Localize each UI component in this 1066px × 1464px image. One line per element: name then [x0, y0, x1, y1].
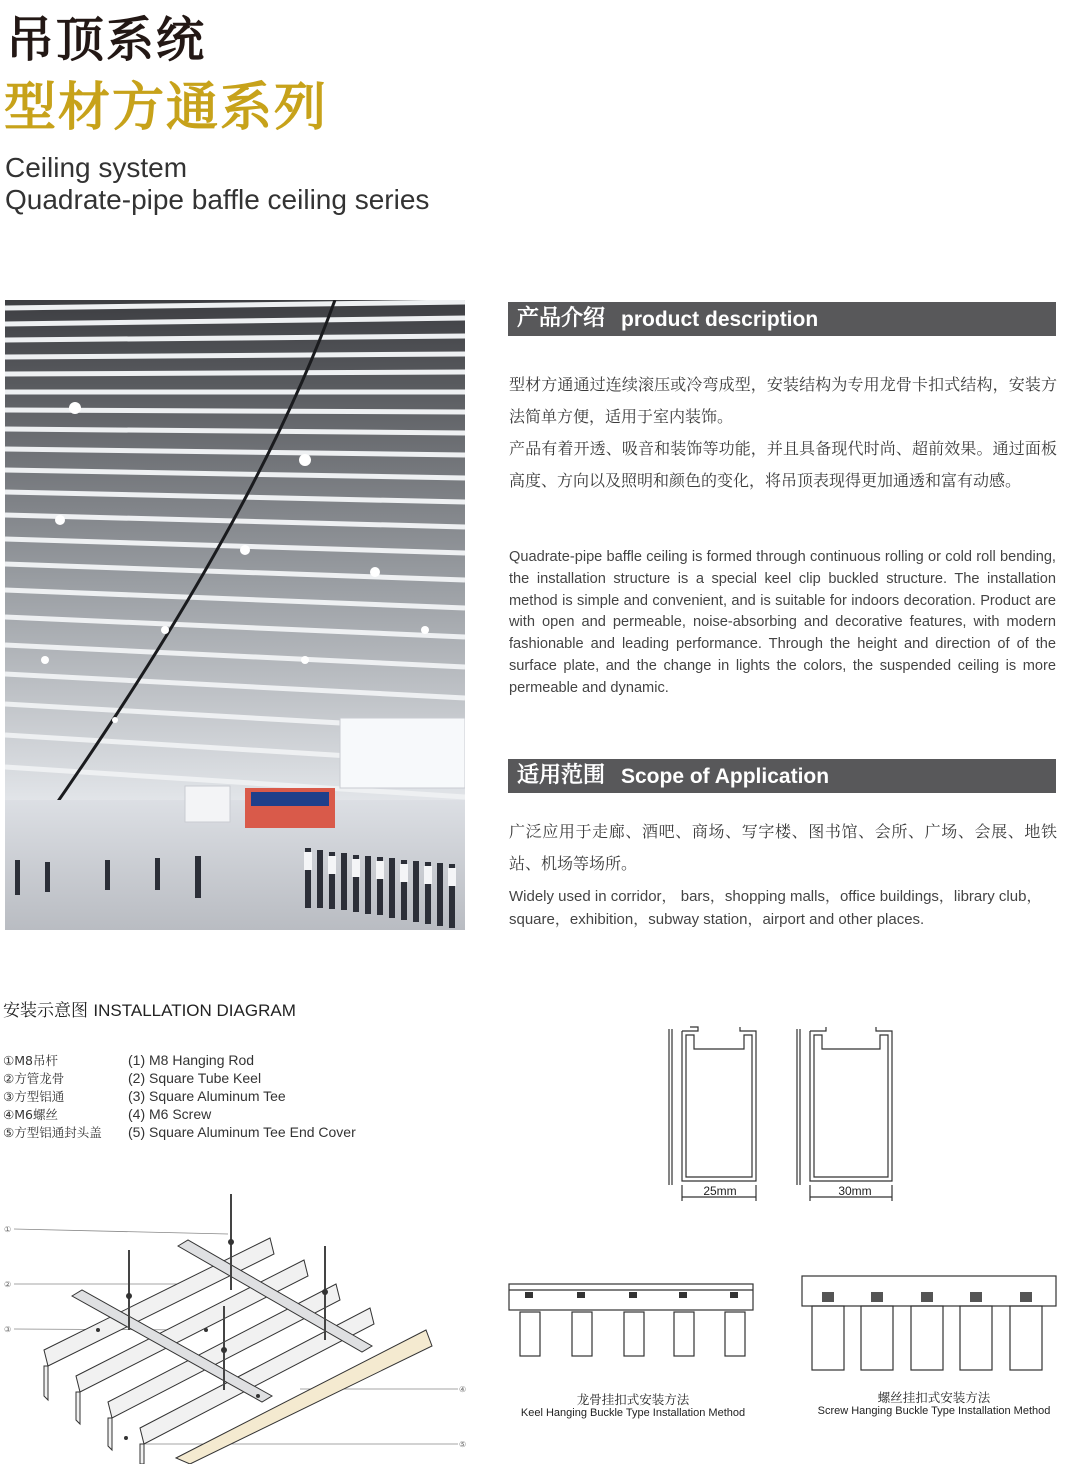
callout-2: ② — [4, 1280, 12, 1289]
parts-list-cn — [3, 1052, 102, 1142]
scope-paragraph-en: Widely used in corridor， bars，shopping malls，office buildings，library club，square，exhibition，subway station，airport and other places. — [509, 888, 1042, 928]
scope-heading-en: Scope of Application — [621, 765, 830, 788]
part-en: (5) Square Aluminum Tee End Cover — [128, 1124, 356, 1140]
product-description-cn-2: 产品有着开透、吸音和装饰等功能，并且具备现代时尚、超前效果。通过面板高度、方向以及照明和颜色的变化，将吊顶表现得更加通透和富有动感。 — [509, 439, 1057, 490]
width-label-30: 30mm — [838, 1184, 872, 1198]
parts-list-en — [128, 1051, 356, 1141]
title-cn-line1: 吊顶系统 — [6, 12, 207, 68]
screw-hanging-drawing — [798, 1274, 1060, 1374]
scope-heading-cn: 适用范围 — [517, 763, 606, 788]
title-cn-line2: 型材方通系列 — [4, 77, 329, 138]
product-description-cn-1: 型材方通通过连续滚压或冷弯成型，安装结构为专用龙骨卡扣式结构，安装方法简单方便，适用于室内装饰。 — [509, 375, 1057, 426]
installation-title-en: INSTALLATION DIAGRAM — [93, 1001, 296, 1020]
part-en: (1) M8 Hanging Rod — [128, 1052, 255, 1068]
scope-heading-bar — [508, 759, 1056, 793]
assembly-drawing — [0, 1180, 480, 1464]
product-description-en: Quadrate-pipe baffle ceiling is formed through continuous rolling or cold roll bending, the installation structure is a special keel clip buckled structure. The installation method is simple and convenient, and is suitable for indoors decoration. Product are with open and permeable, noise-absorbing and decorative features, with modern fashionable and leading performance. Through the height and direction of of the surface plate, and the change in lights the colors, the suspended ceiling is more permeable and dynamic. — [509, 549, 1056, 696]
keel-method-caption-en: Keel Hanging Buckle Type Installation Method — [520, 1407, 746, 1419]
title-en-line2: Quadrate-pipe baffle ceiling series — [5, 184, 430, 215]
callout-3: ③ — [4, 1325, 12, 1334]
product-description-heading-en: product description — [621, 308, 819, 331]
callout-4: ④ — [459, 1385, 467, 1394]
part-cn: ③方型铝通 — [3, 1089, 65, 1104]
part-cn: ④M6螺丝 — [3, 1107, 58, 1122]
scope-paragraph-cn: 广泛应用于走廊、酒吧、商场、写字楼、图书馆、会所、广场、会展、地铁站、机场等场所。 — [509, 822, 1057, 873]
screw-method-caption-cn: 螺丝挂扣式安装方法 — [877, 1391, 991, 1405]
callout-5: ⑤ — [459, 1440, 467, 1449]
part-cn: ①M8吊杆 — [3, 1053, 58, 1068]
keel-method-caption-cn: 龙骨挂扣式安装方法 — [576, 1393, 690, 1407]
installation-title-cn: 安装示意图 — [3, 1001, 88, 1021]
product-description-heading-cn: 产品介绍 — [517, 306, 606, 331]
screw-method-caption-en: Screw Hanging Buckle Type Installation Method — [817, 1405, 1051, 1417]
width-label-25: 25mm — [703, 1184, 737, 1198]
part-cn: ②方管龙骨 — [3, 1071, 65, 1086]
part-cn: ⑤方型铝通封头盖 — [3, 1125, 102, 1140]
part-en: (3) Square Aluminum Tee — [128, 1088, 286, 1104]
product-description-heading-bar — [508, 302, 1056, 336]
keel-hanging-drawing — [505, 1280, 757, 1365]
callout-1: ① — [4, 1225, 12, 1234]
ceiling-installation-photo — [5, 300, 465, 930]
part-en: (2) Square Tube Keel — [128, 1070, 262, 1086]
title-en-line1: Ceiling system — [5, 152, 188, 183]
part-en: (4) M6 Screw — [128, 1106, 212, 1122]
installation-diagram-title — [3, 1000, 296, 1022]
profile-sections — [660, 1025, 905, 1205]
